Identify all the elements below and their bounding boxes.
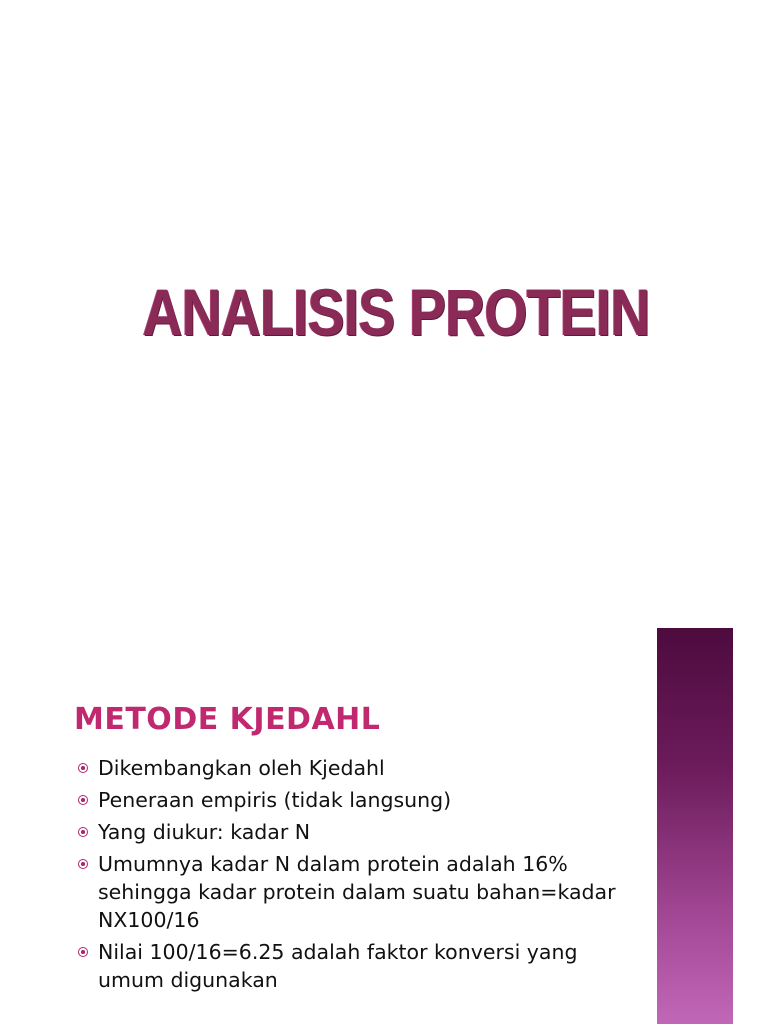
circled-dot-icon [78, 827, 88, 837]
bullet-text: Peneraan empiris (tidak langsung) [98, 788, 452, 812]
bullet-text: Yang diukur: kadar N [98, 820, 311, 844]
bullet-text: Dikembangkan oleh Kjedahl [98, 756, 385, 780]
slide-title-metode-kjedahl: METODE KJEDAHL [74, 702, 381, 737]
accent-bar [657, 628, 733, 1024]
bullet-text: Nilai 100/16=6.25 adalah faktor konversi yang umum digunakan [98, 940, 578, 992]
slide-title-analisis-protein: ANALISIS PROTEIN [142, 275, 650, 349]
circled-dot-icon [78, 763, 88, 773]
bullet-item [78, 754, 638, 782]
bullet-item [78, 850, 638, 934]
bullet-item [78, 818, 638, 846]
bullet-text: Umumnya kadar N dalam protein adalah 16% sehingga kadar protein dalam suatu bahan=kadar NX100/16 [98, 852, 616, 932]
bullet-item [78, 938, 638, 994]
circled-dot-icon [78, 859, 88, 869]
circled-dot-icon [78, 795, 88, 805]
circled-dot-icon [78, 947, 88, 957]
bullet-item [78, 786, 638, 814]
bullet-list [78, 754, 638, 998]
